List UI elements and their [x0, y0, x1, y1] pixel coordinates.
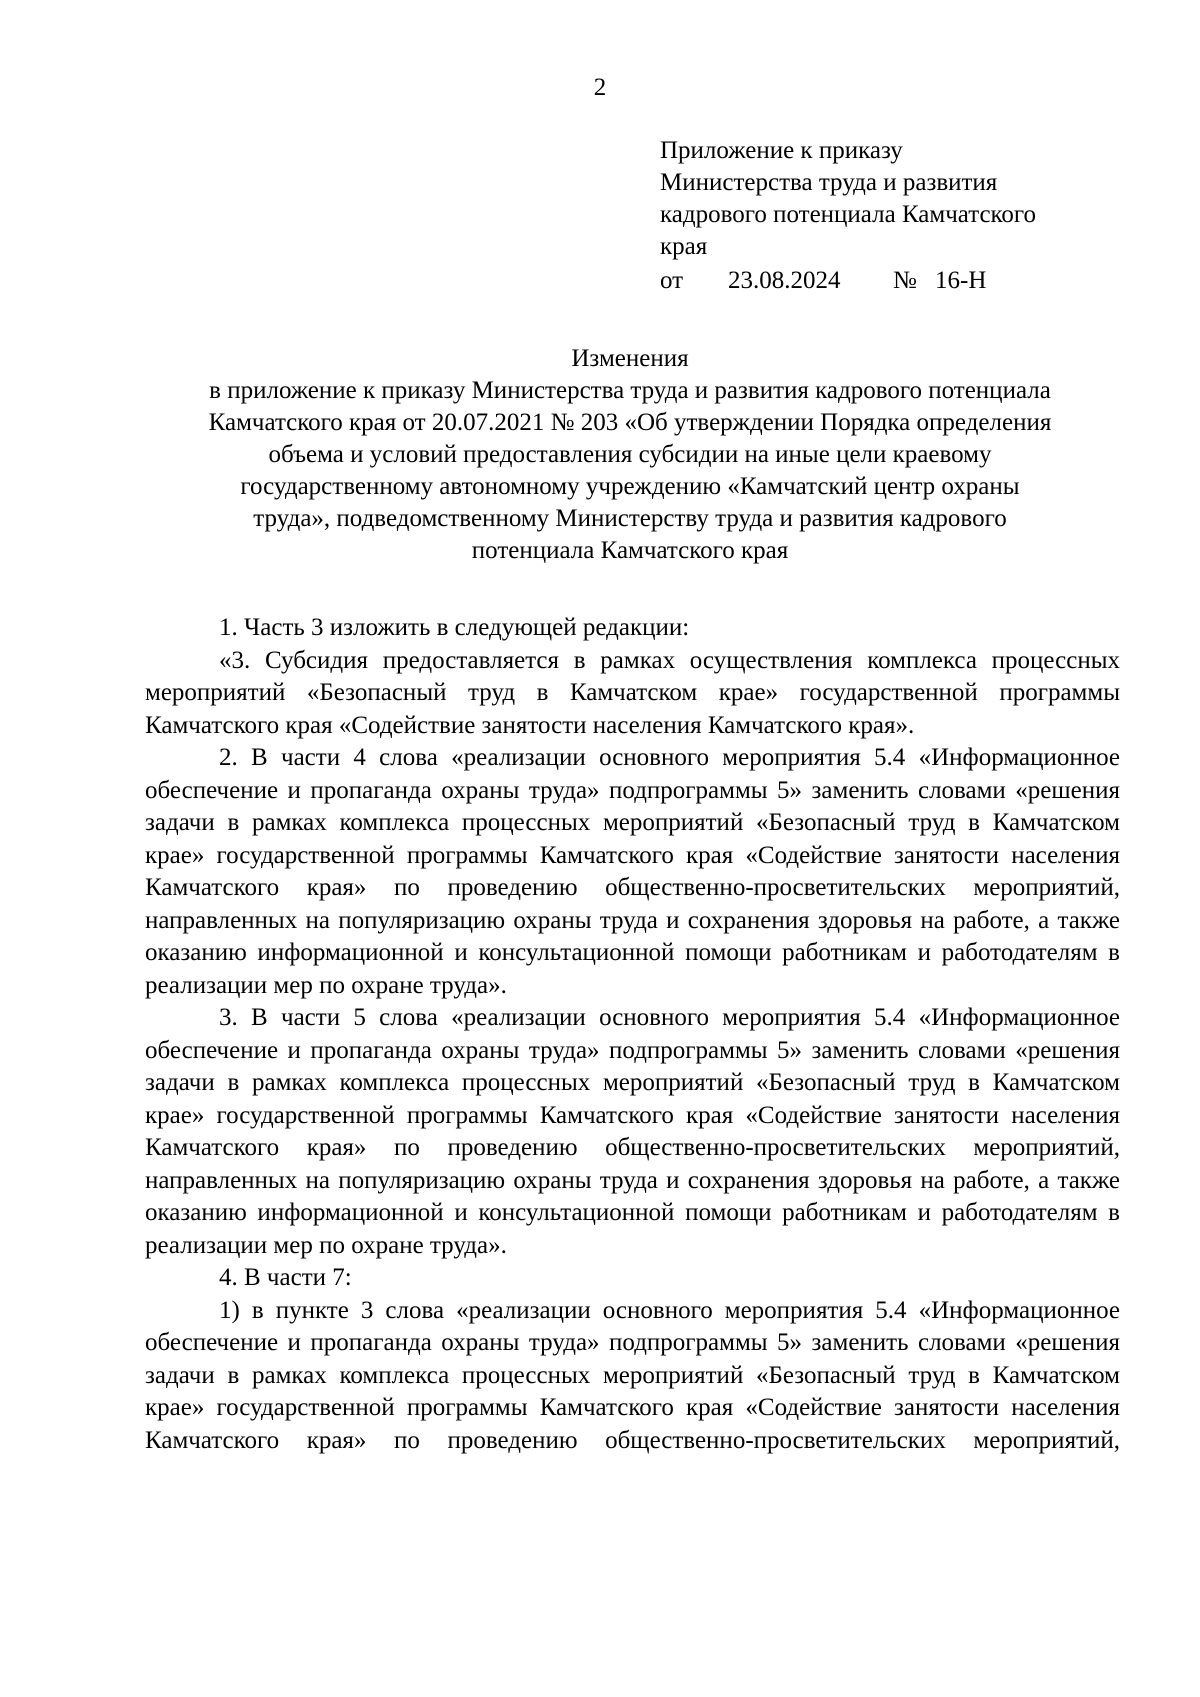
order-date: 23.08.2024 — [728, 267, 841, 294]
paragraph-2: 2. В части 4 слова «реализации основного мероприятия 5.4 «Информационное обеспечение и пропаганда охраны труда» подпрограммы 5» заменить словами «решения задачи в рамках комплекса процессных мероприятий «Безопасный труд в Камчатском крае» государственной программы Камчатского края «Содействие занятости населения Камчатского края» по проведению общественно-просветительских мероприятий, направленных на популяризацию охраны труда и сохранения здоровья на работе, а также оказанию информационной и консультационной помощи работникам и работодателям в реализации мер по охране труда». — [145, 744, 1120, 999]
heading-line: государственному автономному учреждению «Камчатский центр охраны — [240, 473, 1020, 500]
heading-line: потенциала Камчатского края — [471, 537, 789, 564]
heading-line: объема и условий предоставления субсидии на иные цели краевому — [268, 441, 992, 468]
approval-block — [660, 135, 1100, 297]
heading-line: в приложение к приказу Министерства труда и развития кадрового потенциала — [209, 377, 1051, 404]
approval-line: Министерства труда и развития — [660, 169, 998, 196]
page-number: 2 — [593, 74, 607, 101]
order-number: 16-Н — [935, 267, 987, 294]
approval-line: края — [660, 233, 708, 260]
heading-line: Камчатского края от 20.07.2021 № 203 «Об утверждении Порядка определения — [208, 409, 1052, 436]
approval-line: кадрового потенциала Камчатского — [660, 201, 1037, 228]
paragraph-4: 4. В части 7: — [219, 1264, 352, 1291]
document-body — [145, 612, 1120, 1457]
number-sign: № — [893, 267, 917, 294]
heading-title: Изменения — [571, 345, 689, 372]
heading-line: труда», подведомственному Министерству труда и развития кадрового — [253, 505, 1007, 532]
paragraph-1-text: «3. Субсидия предоставляется в рамках осуществления комплекса процессных мероприятий «Безопасный труд в Камчатском крае» государственной программы Камчатского края «Содействие занятости населения Камчатского края». — [145, 646, 1120, 739]
paragraph-4-item-1: 1) в пункте 3 слова «реализации основного мероприятия 5.4 «Информационное обеспечение и пропаганда охраны труда» подпрограммы 5» заменить словами «решения задачи в рамках комплекса процессных мероприятий «Безопасный труд в Камчатском крае» государственной программы Камчатского края «Содействие занятости населения Камчатского края» по проведению общественно-просветительских мероприятий, — [145, 1296, 1120, 1454]
paragraph-1: 1. Часть 3 изложить в следующей редакции: — [219, 614, 690, 641]
approval-line: Приложение к приказу — [660, 137, 903, 164]
approval-date-row — [660, 265, 1100, 297]
paragraph-3: 3. В части 5 слова «реализации основного мероприятия 5.4 «Информационное обеспечение и пропаганда охраны труда» подпрограммы 5» заменить словами «решения задачи в рамках комплекса процессных мероприятий «Безопасный труд в Камчатском крае» государственной программы Камчатского края «Содействие занятости населения Камчатского края» по проведению общественно-просветительских мероприятий, направленных на популяризацию охраны труда и сохранения здоровья на работе, а также оказанию информационной и консультационной помощи работникам и работодателям в реализации мер по охране труда». — [145, 1004, 1120, 1259]
date-prefix: от — [660, 267, 684, 294]
document-heading — [140, 343, 1120, 567]
